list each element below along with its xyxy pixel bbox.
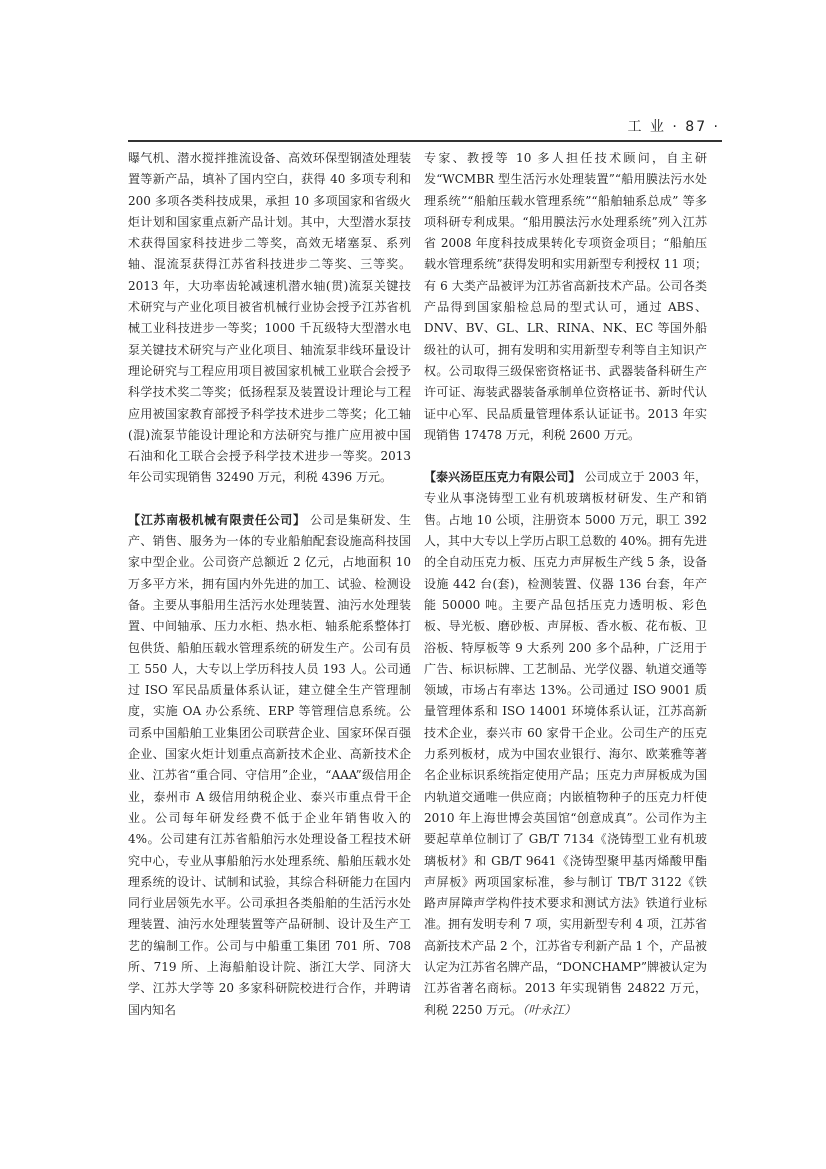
running-head: 工 业 · 87 · [627, 119, 720, 135]
company-name: 【泰兴汤臣压克力有限公司】 [424, 470, 581, 485]
right-column [424, 148, 707, 1021]
company-description: 公司成立于 2003 年，专业从事浇铸型工业有机玻璃板材研发、生产和销售。占地 10 公顷，注册资本 5000 万元，职工 392 人，其中大专以上学历占职工总数的 40%。拥有先进的全自动压克力板、压克力声屏板生产线 5 条，设备设施 442 台(套)，检测装置、仪器 136 台套，年产能 50000 吨。主要产品包括压克力透明板、彩色板、导光板、磨砂板、声屏板、香水板、花布板、卫浴板、特厚板等 9 大系列 200 多个品种，广泛用于广告、标识标牌、工艺制品、光学仪器、轨道交通等领域，市场占有率达 13%。公司通过 ISO 9001 质量管理体系和 ISO 14001 环境体系认证，江苏高新技术企业，泰兴市 60 家骨干企业。公司生产的压克力系列板材，成为中国农业银行、海尔、欧莱雅等著名企业标识系统指定使用产品；压克力声屏板成为国内轨道交通唯一供应商；内嵌植物种子的压克力杆使 2010 年上海世博会英国馆“创意成真”。公司作为主要起草单位制订了 GB/T 7134《浇铸型工业有机玻璃板材》和 GB/T 9641《浇铸型聚甲基丙烯酸甲酯声屏板》两项国家标准，参与制订 TB/T 3122《铁路声屏障声学构件技术要求和测试方法》铁道行业标准。拥有发明专利 7 项，实用新型专利 4 项，江苏省高新技术产品 2 个，江苏省专利新产品 1 个，产品被认定为江苏省名牌产品，“DONCHAMP”牌被认定为江苏省著名商标。2013 年实现销售 24822 万元，利税 2250 万元。 [424, 470, 707, 1017]
left-column [128, 148, 411, 1021]
page-header [128, 116, 722, 142]
paragraph: 曝气机、潜水搅拌推流设备、高效环保型钢渣处理装置等新产品，填补了国内空白，获得 40 多项专利和 200 多项各类科技成果，承担 10 多项国家和省级火炬计划和国家重点新产品计划。其中，大型潜水泵技术获得国家科技进步二等奖，高效无堵塞泵、系列轴、混流泵获得江苏省科技进步二等奖、三等奖。2013 年，大功率齿轮减速机潜水轴(贯)流泵关键技术研究与产业化项目被省机械行业协会授予江苏省机械工业科技进步一等奖；1000 千瓦级特大型潜水电泵关键技术研究与产业化项目、轴流泵非线环量设计理论研究与工程应用项目被国家机械工业联合会授予科学技术奖二等奖；低扬程泵及装置设计理论与工程应用被国家教育部授予科学技术进步二等奖；化工轴(混)流泵节能设计理论和方法研究与推广应用被中国石油和化工联合会授予科学技术进步一等奖。2013 年公司实现销售 32490 万元，利税 4396 万元。 [128, 151, 411, 485]
paragraph-gap [128, 489, 411, 510]
company-entry [128, 510, 411, 1021]
company-description: 公司是集研发、生产、销售、服务为一体的专业船舶配套设施高科技国家中型企业。公司资产总额近 2 亿元，占地面积 10 万多平方米，拥有国内外先进的加工、试验、检测设备。主要从事船用生活污水处理装置、油污水处理装置、中间轴承、压力水柜、热水柜、轴系舵系整体打包供货、船舶压载水管理系统的研发生产。公司有员工 550 人，大专以上学历科技人员 193 人。公司通过 ISO 军民品质量体系认证，建立健全生产管理制度，实施 OA 办公系统、ERP 等管理信息系统。公司系中国船舶工业集团公司联营企业、国家环保百强企业、国家火炬计划重点高新技术企业、高新技术企业、江苏省“重合同、守信用”企业，“AAA”级信用企业，泰州市 A 级信用纳税企业、泰兴市重点骨干企业。公司每年研发经费不低于企业年销售收入的 4%。公司建有江苏省船舶污水处理设备工程技术研究中心，专业从事船舶污水处理系统、船舶压载水处理系统的设计、试制和试验，其综合科研能力在国内同行业居领先水平。公司承担各类船舶的生活污水处理装置、油污水处理装置等产品研制、设计及生产工艺的编制工作。公司与中船重工集团 701 所、708 所、719 所、上海船舶设计院、浙江大学、同济大学、江苏大学等 20 多家科研院校进行合作，并聘请国内知名 [128, 512, 411, 1017]
paragraph-gap [424, 446, 707, 467]
paragraph: 专家、教授等 10 多人担任技术顾问，自主研发“WCMBR 型生活污水处理装置”“船用膜法污水处理系统”“船舶压载水管理系统”“船舶轴系总成” 等多项科研专利成果。“船用膜法污水处理系统”列入江苏省 2008 年度科技成果转化专项资金项目；“船舶压载水管理系统”获得发明和实用新型专利授权 11 项；有 6 大类产品被评为江苏省高新技术产品。公司各类产品得到国家船检总局的型式认可，通过 ABS、DNV、BV、GL、LR、RINA、NK、EC 等国外船级社的认可，拥有发明和实用新型专利等自主知识产权。公司取得三级保密资格证书、武器装备科研生产许可证、海装武器装备承制单位资格证书、新时代认证中心军、民品质量管理体系认证证书。2013 年实现销售 17478 万元，利税 2600 万元。 [424, 151, 707, 442]
author-signature: （叶永江） [522, 1002, 577, 1017]
company-name: 【江苏南极机械有限责任公司】 [128, 512, 306, 527]
company-entry [424, 467, 707, 1021]
